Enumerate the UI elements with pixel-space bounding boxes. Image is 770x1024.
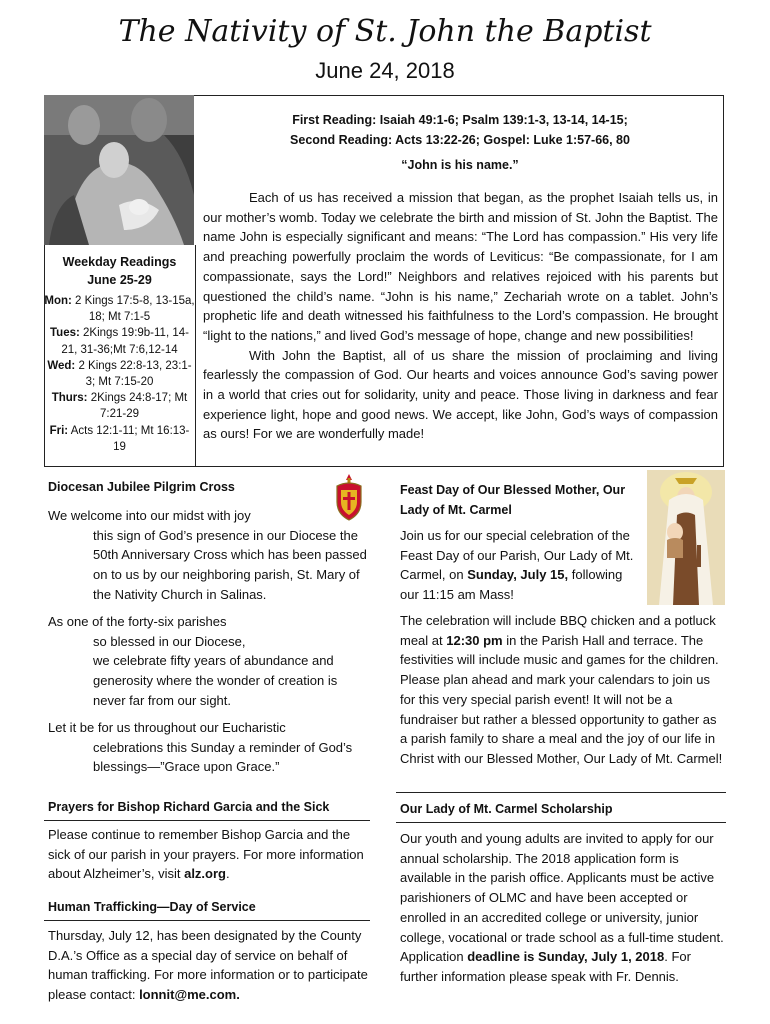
our-lady-mt-carmel-image [647, 470, 725, 605]
page-title: The Nativity of St. John the Baptist [118, 14, 652, 49]
readings-line-1: First Reading: Isaiah 49:1-6; Psalm 139:1-3, 13-14, 14-15; [292, 113, 628, 127]
weekday-wed: Wed: 2 Kings 22:8-13, 23:1-3; Mt 7:15-20 [47, 359, 192, 389]
divider [396, 822, 726, 823]
reflection-paragraph-2: With John the Baptist, all of us share the mission of proclaiming and living fearlessly the compassion of God. Our hearts and voices announce God’s saving power in a world that cries out for solidarity, unity and peace. Those living in darkness and fear experience light, hope and good news. We accept, like John, God’s ways of compassion as ours! For we are wonderfully made! [203, 347, 718, 442]
trafficking-text: Thursday, July 12, has been designated by the County D.A.’s Office as a special day of service on behalf of human trafficking. For more information or to participate please contact: lonnit@me.com. [48, 928, 368, 1003]
page-date: June 24, 2018 [315, 58, 455, 83]
cross-parishes: As one of the forty-six parishes so blessed in our Diocese, we celebrate fifty years of abundance and generosity where the wonder of creation is never far from our sight. [48, 614, 338, 708]
cross-heading: Diocesan Jubilee Pilgrim Cross [48, 480, 235, 494]
divider [44, 920, 370, 921]
prayers-text: Please continue to remember Bishop Garcia and the sick of our parish in your prayers. For more information about Alzheimer’s, visit alz.org. [48, 827, 364, 882]
alz-link[interactable]: alz.org [184, 866, 226, 882]
feast-heading: Feast Day of Our Blessed Mother, Our Lady of Mt. Carmel [400, 483, 626, 517]
feast-celebration: The celebration will include BBQ chicken and a potluck meal at 12:30 pm in the Parish Hall and terrace. The festivities will include music and games for the children. Please plan ahead and mark your calendars to join us for this very special parish event! It will not be a fundraiser but rather a blessed opportunity to gather as a parish family to share a meal and the joy of our life in Christ with our Blessed Mother, Our Lady of Mt. Carmel! [400, 613, 723, 766]
scholarship-heading: Our Lady of Mt. Carmel Scholarship [400, 802, 613, 816]
weekday-mon: Mon: 2 Kings 17:5-8, 13-15a, 18; Mt 7:1-5 [44, 295, 195, 324]
weekday-tues: Tues: 2Kings 19:9b-11, 14-21, 31-36;Mt 7:6,12-14 [50, 327, 189, 356]
homily-reflection [203, 188, 718, 444]
feast-invitation: Join us for our special celebration of the Feast Day of our Parish, Our Lady of Mt. Carmel, on Sunday, July 15, following our 11:15 am Mass! [400, 528, 634, 603]
nativity-engraving-image [44, 95, 194, 245]
reflection-paragraph-1: Each of us has received a mission that began, as the prophet Isaiah tells us, in our mother’s womb. Today we celebrate the birth and mission of St. John the Baptist. The name John is especially significant and means: “The Lord has compassion.” His very life and preaching powerfully proclaim the words of Leviticus: “Be compassionate, for I am compassionate, says the Lord!” Neighbors and relatives rejoiced with his parents but questioned the child’s name. “John is his name,” Zechariah wrote on a tablet. John’s prophetic life and death witnessed his faithfulness to the Lord’s compassion. He brought “light to the nations,” and lived God’s message of hope, change and new possibilities! [203, 190, 718, 343]
cross-welcome: We welcome into our midst with joy this sign of God’s presence in our Diocese the 50th Anniversary Cross which has been passed on to us by our neighboring parish, St. Mary of the Nativity Church in Salinas. [48, 508, 367, 602]
weekday-heading: Weekday Readings [62, 255, 177, 269]
weekday-thurs: Thurs: 2Kings 24:8-17; Mt 7:21-29 [51, 392, 188, 421]
divider [44, 820, 370, 821]
scripture-readings [200, 110, 720, 150]
scholarship-text: Our youth and young adults are invited to apply for our annual scholarship. The 2018 application form is available in the parish office. Applicants must be active parishioners of OLMC and have been accepted or enrolled in an accredited college or university, junior college, vocational or trade school as a full-time student. Application deadline is Sunday, July 1, 2018. For further information please speak with Fr. Dennis. [400, 831, 724, 984]
weekday-dates: June 25-29 [87, 273, 152, 287]
cross-eucharistic: Let it be for us throughout our Eucharistic celebrations this Sunday a reminder of God’s blessings—”Grace upon Grace.” [48, 720, 353, 775]
readings-line-2: Second Reading: Acts 13:22-26; Gospel: Luke 1:57-66, 80 [290, 133, 630, 147]
prayers-heading: Prayers for Bishop Richard Garcia and the Sick [48, 800, 330, 814]
weekday-readings [44, 245, 196, 467]
gospel-quote: “John is his name.” [401, 158, 519, 172]
contact-email-link[interactable]: lonnit@me.com. [139, 987, 240, 1003]
divider [396, 792, 726, 793]
trafficking-heading: Human Trafficking—Day of Service [48, 900, 256, 914]
weekday-fri: Fri: Acts 12:1-11; Mt 16:13-19 [49, 424, 190, 453]
